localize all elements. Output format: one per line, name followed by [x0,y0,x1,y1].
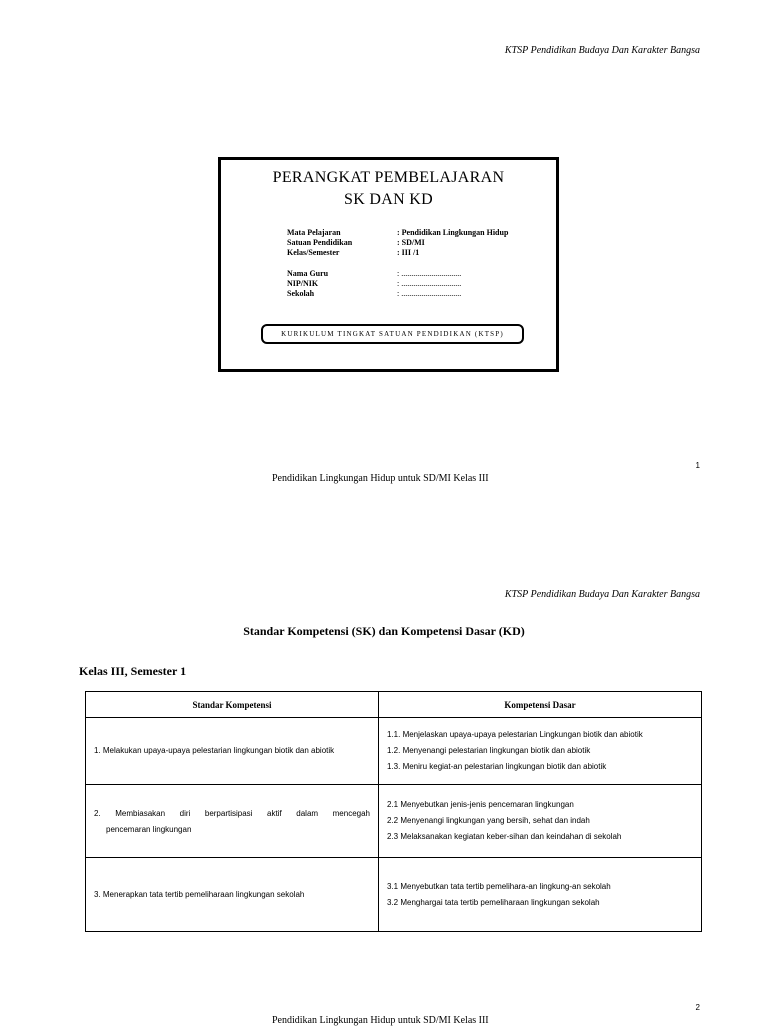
section-title: Standar Kompetensi (SK) dan Kompetensi Dasar (KD) [243,624,525,638]
info-value: : SD/MI [397,238,425,247]
class-semester-heading: Kelas III, Semester 1 [79,664,187,678]
info-label: NIP/NIK [287,279,319,288]
cover-teacher-block [287,269,461,299]
kd-item: 1.1. Menjelaskan upaya-upaya pelestarian Lingkungan biotik dan abiotik [387,730,643,739]
info-label: Kelas/Semester [287,248,340,257]
kd-item: 2.2 Menyenangi lingkungan yang bersih, sehat dan indah [387,816,590,825]
info-row [287,228,508,238]
cover-subtitle: SK DAN KD [344,191,433,208]
page-header: KTSP Pendidikan Budaya Dan Karakter Bangsa [504,589,700,600]
info-row [287,248,508,258]
info-label: Satuan Pendidikan [287,238,353,247]
kd-cell [379,785,702,858]
info-row [287,238,508,248]
column-header-sk: Standar Kompetensi [86,692,379,718]
kd-item: 1.2. Menyenangi pelestarian lingkungan biotik dan abiotik [387,746,591,755]
cover-box [218,157,559,372]
info-blank: : .............................. [397,289,462,298]
table-header-row [86,692,702,718]
kd-cell [379,718,702,785]
page-header: KTSP Pendidikan Budaya Dan Karakter Bangsa [504,45,700,56]
page-number: 1 [695,461,700,470]
sk-text: 2. Membiasakan diri berpartisipasi aktif dalam mencegah [94,808,370,818]
cover-title: PERANGKAT PEMBELAJARAN [272,169,505,186]
info-value: : III /1 [397,248,420,257]
curriculum-label: KURIKULUM TINGKAT SATUAN PENDIDIKAN (KTSP) [261,324,524,344]
kd-item: 3.2 Menghargai tata tertib pemeliharaan lingkungan sekolah [387,897,600,907]
info-label: Sekolah [287,289,315,298]
page-number: 2 [695,1003,700,1012]
column-header-kd: Kompetensi Dasar [379,692,702,718]
info-row [287,289,461,299]
sk-text-continued: pencemaran lingkungan [106,824,192,834]
info-row [287,269,461,279]
table-row [86,858,702,932]
kd-item: 3.1 Menyebutkan tata tertib pemelihara-an lingkung-an sekolah [387,881,611,891]
info-blank: : .............................. [397,269,462,278]
sk-text: 3. Menerapkan tata tertib pemeliharaan lingkungan sekolah [94,889,305,899]
competency-table [85,691,702,932]
kd-item: 1.3. Meniru kegiat-an pelestarian lingkungan biotik dan abiotik [387,762,607,771]
info-value: : Pendidikan Lingkungan Hidup [397,228,509,237]
kd-cell [379,858,702,932]
page-footer: Pendidikan Lingkungan Hidup untuk SD/MI Kelas III [272,473,489,484]
kd-item: 2.1 Menyebutkan jenis-jenis pencemaran lingkungan [387,800,574,809]
sk-cell [86,858,379,932]
info-row [287,279,461,289]
sk-cell [86,785,379,858]
table-row [86,718,702,785]
sk-cell [86,718,379,785]
cover-info-block [287,228,508,258]
info-blank: : .............................. [397,279,462,288]
page-footer: Pendidikan Lingkungan Hidup untuk SD/MI Kelas III [272,1015,489,1026]
kd-item: 2.3 Melaksanakan kegiatan keber-sihan dan keindahan di sekolah [387,832,622,841]
sk-text: 1. Melakukan upaya-upaya pelestarian lingkungan biotik dan abiotik [94,746,335,755]
table-row [86,785,702,858]
info-label: Nama Guru [287,269,329,278]
info-label: Mata Pelajaran [287,228,341,237]
